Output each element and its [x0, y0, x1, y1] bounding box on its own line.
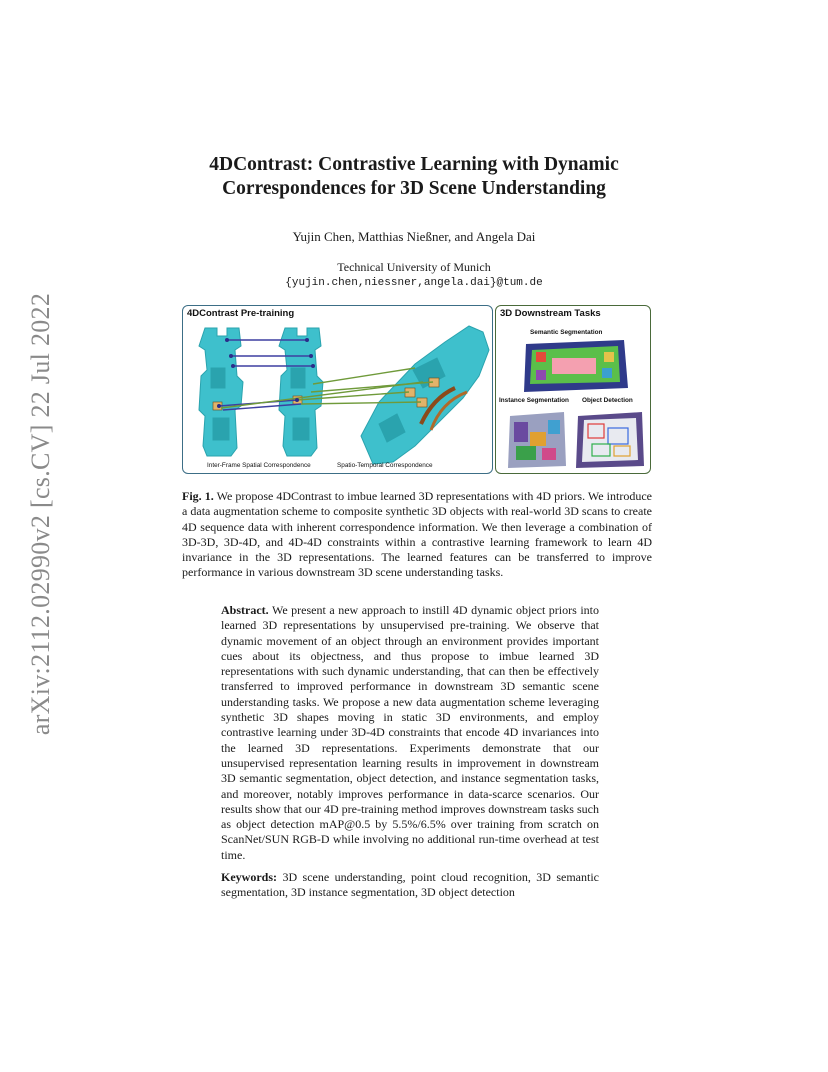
abstract: [221, 603, 599, 863]
title-line-1: 4DContrast: Contrastive Learning with Dynamic: [209, 154, 619, 175]
pretraining-illustration: [183, 306, 492, 473]
instance-segmentation-label: Instance Segmentation: [499, 397, 569, 404]
affiliation: Technical University of Munich: [337, 260, 491, 274]
arxiv-identifier: [26, 294, 56, 734]
abstract-text: We present a new approach to instill 4D dynamic object priors into learned 3D representations by unsupervised pre-training. We observe that dynamic movement of an object through an environment provides important cues about its objectness, and thus propose to imbue learned 3D representations with such dynamic understanding, that can then be effectively transferred to improved performance in downstream 3D semantic scene understanding tasks. We propose a new data augmentation scheme leveraging synthetic 3D shapes moving in static 3D environments, and employ contrastive learning under 3D-4D constraints that encode 4D invariances into the learned 3D representations. Experiments demonstrate that our unsupervised representation learning results in improvement in downstream 3D semantic segmentation, object detection, and instance segmentation tasks, and moreover, notably improves performance in data-scarce scenarios. Our results show that our 4D pre-training method improves downstream tasks such as object detection mAP@0.5 by 5.5%/6.5% over training from scratch on ScanNet/SUN RGB-D while involving no additional run-time overhead at test time.: [221, 603, 599, 862]
caption-text: We propose 4DContrast to imbue learned 3D representations with 4D priors. We introduce a data augmentation scheme to composite synthetic 3D objects with real-world 3D scans to create 4D sequence data with inherent correspondence information. We then leverage a combination of 3D-3D, 3D-4D, and 4D-4D constraints within a contrastive learning framework to learn 4D invariance in the 3D representations. The learned features can be transferred to improve performance in various downstream 3D scene understanding tasks.: [182, 489, 652, 580]
keywords-text: 3D scene understanding, point cloud recognition, 3D semantic segmentation, 3D instance segmentation, 3D object detection: [221, 870, 599, 900]
object-detection-image: [576, 412, 644, 468]
downstream-panel: [495, 305, 651, 474]
downstream-illustration: [496, 306, 650, 473]
semantic-segmentation-label: Semantic Segmentation: [530, 329, 603, 336]
spatio-temporal-caption: Spatio-Temporal Correspondence: [337, 462, 433, 469]
pretraining-panel: [182, 305, 493, 474]
keywords: [221, 870, 599, 901]
authors: Yujin Chen, Matthias Nießner, and Angela Dai: [292, 229, 536, 244]
instance-segmentation-image: [508, 412, 566, 468]
semantic-segmentation-image: [524, 340, 628, 392]
arxiv-identifier-text: arXiv:2112.02990v2 [cs.CV] 22 Jul 2022: [26, 292, 56, 736]
paper-title: [150, 153, 678, 201]
scan-scene-dynamic: [361, 326, 489, 464]
downstream-panel-title: 3D Downstream Tasks: [500, 308, 601, 319]
email: {yujin.chen,niessner,angela.dai}@tum.de: [285, 277, 543, 289]
figure-1: [182, 305, 652, 477]
affiliation-block: [150, 259, 678, 291]
keywords-label: Keywords:: [221, 870, 277, 884]
scan-frame-1: [199, 328, 243, 456]
abstract-label: Abstract.: [221, 603, 269, 617]
caption-label: Fig. 1.: [182, 489, 214, 503]
title-line-2: Correspondences for 3D Scene Understanding: [222, 178, 606, 199]
object-detection-label: Object Detection: [582, 397, 633, 404]
figure-caption: [182, 489, 652, 581]
pretraining-panel-title: 4DContrast Pre-training: [187, 308, 295, 319]
inter-frame-caption: Inter-Frame Spatial Correspondence: [207, 462, 311, 469]
